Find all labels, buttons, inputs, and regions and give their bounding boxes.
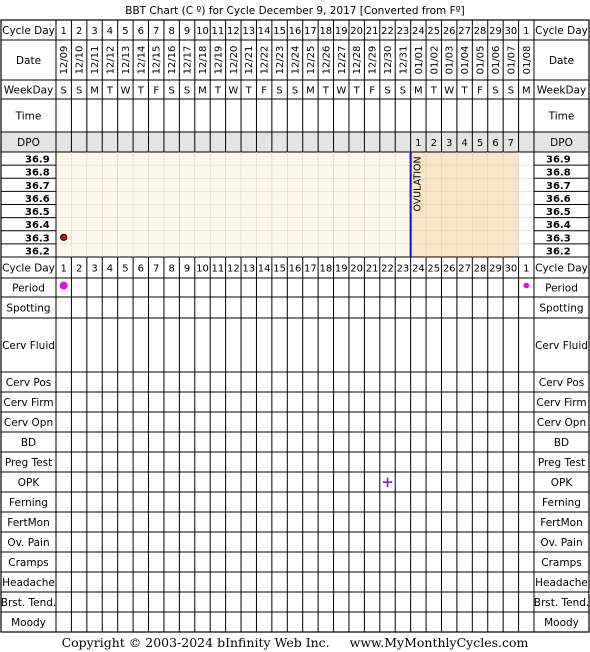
cycle-day-value: 22: [381, 26, 394, 37]
cycle-day-value: 20: [350, 26, 364, 37]
cycle-day-value-bottom: 11: [211, 263, 225, 275]
date-value: 12/16: [167, 45, 179, 75]
cycle-day-value-bottom: 24: [411, 263, 425, 275]
weekday-value: M: [90, 85, 99, 97]
row-label-right: Date: [548, 55, 575, 67]
row-label-right: Cerv Fluid: [535, 340, 588, 352]
weekday-value: S: [276, 85, 283, 97]
date-value: 12/30: [383, 45, 395, 75]
row-label-right: DPO: [550, 137, 573, 149]
cycle-day-value: 21: [365, 26, 379, 37]
date-value: 12/18: [197, 45, 209, 75]
cycle-day-value-bottom: 18: [319, 263, 333, 275]
row-label-left: Cycle Day: [2, 262, 55, 275]
cycle-day-value: 11: [211, 26, 225, 37]
cycle-day-value: 18: [319, 26, 333, 37]
row-label-left: Cramps: [8, 557, 49, 569]
cycle-day-value-bottom: 16: [288, 263, 302, 275]
weekday-value: S: [75, 85, 83, 97]
dpo-value: 1: [415, 138, 422, 149]
cycle-day-value: 15: [273, 26, 286, 37]
weekday-value: S: [492, 85, 499, 97]
row-label-left: Cerv Opn: [3, 417, 54, 429]
cycle-day-value: 2: [75, 26, 83, 37]
temp-point: [61, 234, 67, 240]
date-value: 12/28: [352, 45, 364, 75]
date-value: 01/07: [506, 45, 518, 75]
cycle-day-value-bottom: 3: [91, 263, 98, 275]
temp-label-left: 36.4: [25, 220, 50, 232]
cycle-day-value: 10: [196, 26, 209, 37]
row-label-left: Period: [12, 282, 45, 295]
cycle-day-value: 24: [411, 26, 425, 37]
cycle-day-value-bottom: 9: [183, 263, 191, 275]
date-value: 12/14: [136, 45, 148, 75]
date-value: 12/21: [244, 45, 256, 75]
cycle-day-value-bottom: 12: [226, 263, 240, 275]
row-label-right: Moody: [544, 617, 579, 629]
date-value: 12/29: [367, 45, 379, 75]
weekday-value: S: [384, 85, 391, 97]
temp-label-left: 36.5: [25, 207, 50, 219]
cycle-day-value: 8: [168, 26, 175, 37]
date-value: 12/20: [228, 45, 240, 75]
cycle-day-value-bottom: 17: [304, 263, 317, 275]
row-label-right: Cramps: [541, 557, 582, 569]
weekday-value: F: [477, 85, 483, 97]
date-value: 01/03: [444, 45, 456, 75]
row-label-right: WeekDay: [536, 84, 587, 97]
cycle-day-value-bottom: 2: [75, 263, 83, 275]
temp-label-left: 36.8: [25, 167, 50, 179]
period-marker: [60, 282, 68, 290]
row-label-right: Cerv Pos: [538, 377, 585, 389]
dpo-row-bg: [1, 132, 589, 152]
dpo-value: 5: [476, 138, 484, 149]
cycle-day-value: 3: [91, 26, 98, 37]
row-label-left: Cerv Pos: [5, 377, 52, 389]
date-value: 01/06: [490, 45, 502, 75]
cycle-day-value-bottom: 25: [427, 263, 441, 275]
row-label-left: Ferning: [9, 497, 48, 509]
temp-label-right: 36.5: [546, 207, 571, 219]
weekday-value: T: [322, 85, 329, 97]
cycle-day-value: 19: [334, 26, 348, 37]
row-label-right: FertMon: [540, 517, 583, 529]
dpo-value: 3: [446, 138, 453, 149]
date-value: 12/25: [305, 45, 317, 75]
period-marker: [523, 283, 529, 289]
row-label-right: Preg Test: [537, 457, 586, 469]
weekday-value: T: [245, 85, 252, 97]
temp-label-left: 36.9: [25, 154, 50, 166]
cycle-day-value: 1: [523, 26, 530, 37]
date-value: 12/15: [151, 45, 163, 75]
row-label-right: Ferning: [542, 497, 581, 509]
cycle-day-value: 4: [106, 26, 114, 37]
weekday-value: S: [168, 85, 175, 97]
weekday-value: W: [444, 85, 455, 97]
temp-label-right: 36.2: [546, 246, 571, 258]
cycle-day-value-bottom: 26: [442, 263, 456, 275]
row-label-right: Spotting: [539, 302, 584, 315]
cycle-day-value: 13: [242, 26, 256, 37]
cycle-day-value-bottom: 21: [365, 263, 379, 275]
cycle-day-value: 27: [458, 26, 471, 37]
weekday-value: M: [521, 85, 531, 97]
date-value: 12/09: [59, 45, 71, 75]
weekday-value: S: [183, 85, 191, 97]
date-value: 01/08: [521, 45, 533, 75]
row-label-right: Headache: [535, 577, 588, 589]
cycle-day-value-bottom: 13: [242, 263, 256, 275]
temp-label-right: 36.4: [546, 220, 571, 232]
cycle-day-value: 25: [427, 26, 441, 37]
date-value: 12/31: [398, 45, 410, 75]
cycle-day-value-bottom: 14: [257, 263, 271, 275]
chart-border: [1, 20, 589, 632]
cycle-day-value: 30: [504, 26, 518, 37]
cycle-day-value: 7: [153, 26, 160, 37]
temp-label-left: 36.7: [25, 180, 50, 192]
row-label-left: OPK: [17, 477, 40, 489]
weekday-value: T: [461, 85, 468, 97]
cycle-day-value-bottom: 19: [334, 263, 348, 275]
row-label-left: DPO: [17, 137, 40, 149]
row-label-left: Headache: [2, 577, 55, 589]
weekday-value: T: [106, 85, 114, 97]
row-label-left: Date: [15, 55, 42, 67]
row-label-right: Period: [545, 282, 578, 295]
cycle-day-value: 16: [288, 26, 302, 37]
cycle-day-value-bottom: 30: [504, 263, 518, 275]
row-label-right: Cerv Firm: [536, 397, 587, 409]
weekday-value: W: [228, 85, 239, 97]
cycle-day-value: 5: [122, 26, 129, 37]
weekday-value: T: [214, 85, 221, 97]
weekday-value: W: [120, 85, 131, 97]
row-label-right: Time: [548, 110, 575, 123]
cycle-day-value: 1: [60, 26, 67, 37]
footer: [62, 635, 529, 650]
weekday-value: T: [353, 85, 360, 97]
cycle-day-value: 9: [183, 26, 191, 37]
row-label-right: OPK: [550, 477, 573, 489]
date-value: 12/17: [182, 45, 194, 75]
row-label-right: Ov. Pain: [540, 537, 583, 549]
cycle-day-value: 14: [257, 26, 271, 37]
row-label-left: Preg Test: [4, 457, 53, 469]
row-label-left: WeekDay: [3, 84, 54, 97]
cycle-day-value-bottom: 1: [523, 263, 530, 275]
weekday-value: S: [507, 85, 515, 97]
weekday-value: S: [291, 85, 299, 97]
cycle-day-value-bottom: 1: [60, 263, 67, 275]
cycle-day-value-bottom: 4: [106, 263, 114, 275]
weekday-value: T: [430, 85, 437, 97]
weekday-value: W: [336, 85, 347, 97]
row-label-left: Moody: [11, 617, 46, 629]
footer-site: www.MyMonthlyCycles.com: [349, 635, 529, 650]
temp-label-right: 36.8: [546, 167, 571, 179]
cycle-day-value-bottom: 22: [381, 263, 394, 275]
row-label-left: BD: [20, 437, 37, 449]
temp-label-right: 36.7: [546, 180, 571, 192]
row-label-left: Time: [15, 110, 42, 123]
cycle-day-value-bottom: 6: [137, 263, 144, 275]
date-value: 12/19: [213, 45, 225, 75]
temp-label-left: 36.6: [25, 193, 50, 205]
cycle-day-value-bottom: 27: [458, 263, 471, 275]
temp-label-right: 36.3: [546, 233, 571, 245]
cycle-day-value: 29: [489, 26, 502, 37]
date-value: 12/22: [259, 45, 271, 75]
chart-title: BBT Chart (C º) for Cycle December 9, 2017 [Converted from Fº]: [125, 5, 465, 17]
cycle-day-value: 17: [304, 26, 317, 37]
date-value: 12/10: [74, 45, 86, 75]
row-label-right: Cycle Day: [535, 25, 588, 37]
weekday-value: F: [369, 85, 375, 97]
cycle-day-value: 12: [226, 26, 240, 37]
cycle-day-value-bottom: 10: [196, 263, 209, 275]
row-label-right: Cerv Opn: [536, 417, 587, 429]
weekday-value: F: [261, 85, 268, 97]
weekday-value: T: [137, 85, 144, 97]
row-label-left: Brst. Tend.: [0, 597, 57, 609]
row-label-left: Cycle Day: [2, 25, 55, 37]
row-label-left: Cerv Firm: [3, 397, 54, 409]
date-value: 12/13: [120, 45, 132, 75]
dpo-value: 6: [492, 138, 499, 149]
cycle-day-value-bottom: 20: [350, 263, 364, 275]
cycle-day-value: 6: [137, 26, 144, 37]
dpo-value: 7: [507, 138, 515, 149]
row-label-right: Brst. Tend.: [533, 597, 590, 609]
cycle-day-value-bottom: 15: [273, 263, 286, 275]
row-label-right: Cycle Day: [535, 262, 588, 275]
cycle-day-value-bottom: 29: [489, 263, 502, 275]
weekday-value: F: [153, 85, 160, 97]
dpo-value: 4: [461, 138, 468, 149]
cycle-day-value: 26: [442, 26, 456, 37]
date-value: 01/01: [413, 45, 425, 75]
date-value: 12/12: [105, 45, 117, 75]
row-label-left: FertMon: [7, 517, 50, 529]
date-value: 12/23: [275, 45, 287, 75]
weekday-value: M: [306, 85, 315, 97]
temp-label-left: 36.3: [25, 233, 50, 245]
cycle-day-value-bottom: 5: [122, 263, 129, 275]
row-label-left: Ov. Pain: [7, 537, 50, 549]
opk-positive-marker: +: [381, 473, 394, 491]
date-value: 12/27: [336, 45, 348, 75]
date-value: 12/26: [321, 45, 333, 75]
weekday-value: M: [414, 85, 423, 97]
weekday-value: S: [399, 85, 407, 97]
cycle-day-value: 23: [396, 26, 410, 37]
ovulation-label: OVULATION: [412, 156, 424, 212]
temp-label-right: 36.6: [546, 193, 571, 205]
footer-copyright: Copyright © 2003-2024 bInfinity Web Inc.: [61, 635, 330, 650]
cycle-day-value-bottom: 23: [396, 263, 410, 275]
date-value: 12/11: [90, 45, 102, 75]
weekday-value: M: [198, 85, 207, 97]
date-value: 01/02: [429, 45, 441, 75]
cycle-day-value-bottom: 8: [168, 263, 175, 275]
date-value: 12/24: [290, 45, 302, 75]
weekday-value: S: [60, 85, 67, 97]
date-value: 01/05: [475, 45, 487, 75]
cycle-day-value-bottom: 7: [153, 263, 160, 275]
row-label-left: Spotting: [6, 302, 51, 315]
temp-label-left: 36.2: [25, 246, 50, 258]
row-label-right: BD: [553, 437, 570, 449]
dpo-value: 2: [430, 138, 437, 149]
row-label-left: Cerv Fluid: [2, 340, 55, 352]
cycle-day-value: 28: [473, 26, 487, 37]
date-value: 01/04: [460, 45, 472, 75]
temp-label-right: 36.9: [546, 154, 571, 166]
cycle-day-value-bottom: 28: [473, 263, 487, 275]
